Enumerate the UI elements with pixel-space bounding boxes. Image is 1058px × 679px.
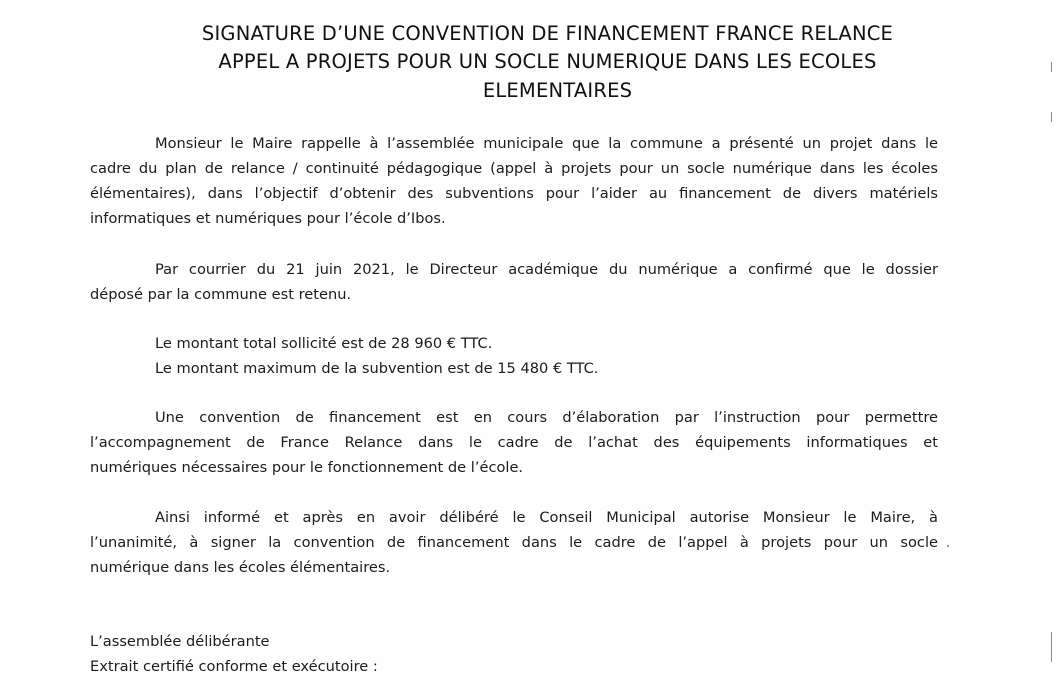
paragraph-line: Par courrier du 21 juin 2021, le Directeur académique du numérique a confirmé que le dossier xyxy=(155,261,938,278)
paragraph-line: Ainsi informé et après en avoir délibéré le Conseil Municipal autorise Monsieur le Maire, à xyxy=(155,509,938,526)
paragraph-line: Une convention de financement est en cours d’élaboration par l’instruction pour permettre xyxy=(155,409,938,426)
paragraph-line: numériques nécessaires pour le fonctionnement de l’école. xyxy=(90,459,524,476)
paragraph-council-decision xyxy=(90,505,938,580)
paragraph-line: élémentaires), dans l’objectif d’obtenir des subventions pour l’aider au financement de divers matériels xyxy=(90,185,938,202)
paragraph-line: l’unanimité, à signer la convention de financement dans le cadre de l’appel à projets pour un socle xyxy=(90,534,938,551)
paragraph-funding-convention xyxy=(90,405,938,480)
amount-total-line: Le montant total sollicité est de 28 960 € TTC. xyxy=(155,335,493,352)
assembly-label: L’assemblée délibérante xyxy=(90,633,270,650)
paragraph-line: déposé par la commune est retenu. xyxy=(90,286,352,303)
certified-extract-label: Extrait certifié conforme et exécutoire : xyxy=(90,658,378,675)
title-line-3: ELEMENTAIRES xyxy=(482,79,633,102)
paragraph-line: l’accompagnement de France Relance dans le cadre de l’achat des équipements informatiques et xyxy=(90,434,938,451)
paragraph-project-presentation xyxy=(90,131,938,231)
paragraph-line: informatiques et numériques pour l’école d’Ibos. xyxy=(90,210,446,227)
scan-speck xyxy=(947,545,949,547)
title-line-1: SIGNATURE D’UNE CONVENTION DE FINANCEMENT FRANCE RELANCE xyxy=(201,22,894,45)
paragraph-amounts xyxy=(90,331,938,381)
scan-edge-mark xyxy=(1051,62,1052,72)
paragraph-line: cadre du plan de relance / continuité pédagogique (appel à projets pour un socle numérique dans les écoles xyxy=(90,160,938,177)
paragraph-line: Monsieur le Maire rappelle à l’assemblée municipale que la commune a présenté un projet dans le xyxy=(155,135,938,152)
scan-edge-mark xyxy=(1051,632,1052,662)
scan-edge-mark xyxy=(1051,112,1052,122)
certification-block xyxy=(90,629,938,679)
paragraph-confirmation-letter xyxy=(90,257,938,307)
amount-subsidy-line: Le montant maximum de la subvention est de 15 480 € TTC. xyxy=(155,360,599,377)
title-line-2: APPEL A PROJETS POUR UN SOCLE NUMERIQUE DANS LES ECOLES xyxy=(218,50,877,73)
paragraph-line: numérique dans les écoles élémentaires. xyxy=(90,559,391,576)
